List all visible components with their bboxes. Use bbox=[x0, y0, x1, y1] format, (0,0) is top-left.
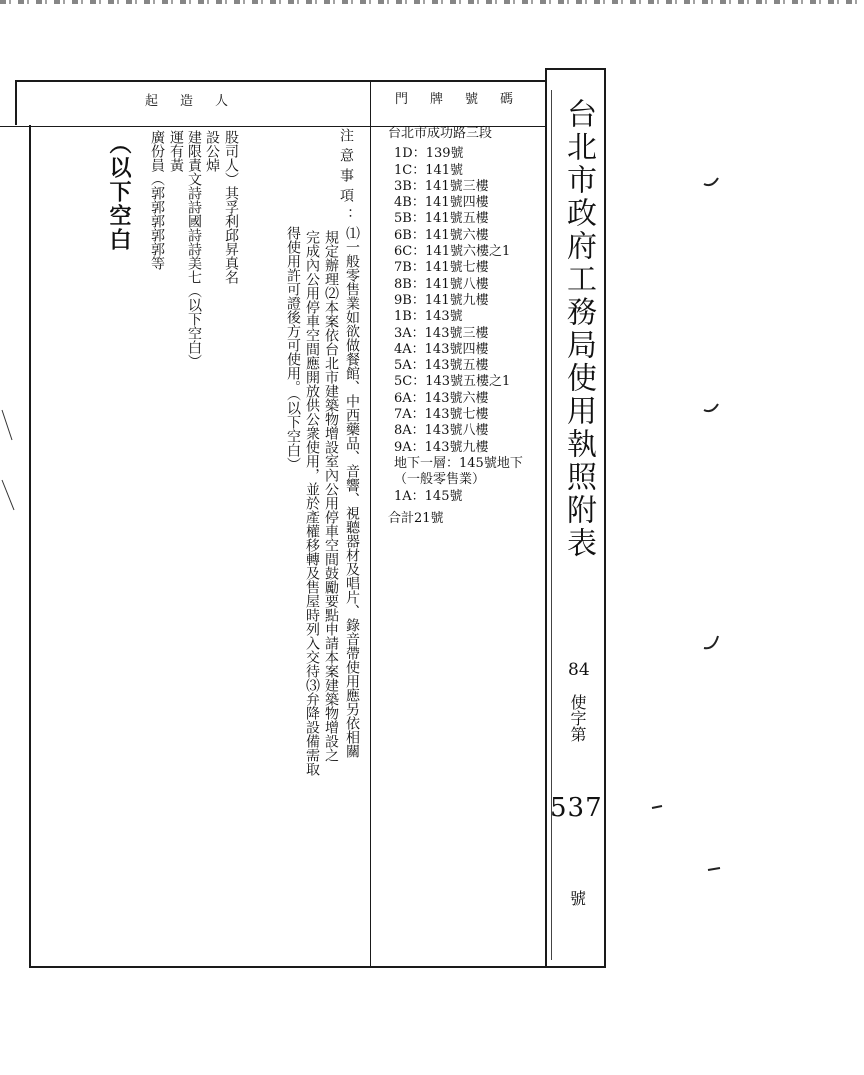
doorplate-entry: 7A：143號七樓 bbox=[394, 407, 489, 423]
frame-left-line bbox=[15, 80, 17, 125]
frame-top-line bbox=[15, 80, 545, 82]
scan-mark bbox=[704, 404, 718, 411]
serial-code: 使字第 bbox=[568, 694, 587, 742]
frame-left-line-lower bbox=[29, 125, 31, 968]
scan-mark bbox=[2, 480, 14, 510]
notes-label: 注意事項： bbox=[338, 128, 354, 228]
doorplate-entry: 地下一層：145號地下 bbox=[394, 455, 523, 471]
doorplate-entry: 9B：141號九樓 bbox=[394, 292, 489, 308]
doorplate-entry: 4B：141號四樓 bbox=[394, 195, 489, 211]
notes-column-1: ⑴一般零售業如欲做餐館、中西藥品、音響、視聽器材及唱片、錄音帶使用應另依相關 bbox=[344, 226, 360, 758]
builder-line-1: 股司人）其孚利邱昇真名 bbox=[223, 130, 239, 284]
builder-line-4: 運有黃 bbox=[168, 130, 184, 172]
document-title: 台北市政府工務局使用執照附表 bbox=[561, 98, 596, 560]
scan-mark bbox=[704, 636, 718, 648]
doorplate-total: 合計21號 bbox=[388, 510, 444, 526]
scan-mark bbox=[708, 868, 720, 870]
scan-mark bbox=[652, 806, 662, 808]
frame-top-line-title bbox=[545, 68, 605, 70]
doorplate-street: 台北市成功路三段 bbox=[388, 126, 493, 141]
doorplate-entry: 7B：141號七樓 bbox=[394, 260, 489, 276]
header-builder: 起造人 bbox=[145, 94, 251, 109]
notes-column-4: 得使用許可證後方可使用。（以下空白） bbox=[285, 226, 301, 471]
doorplate-list bbox=[388, 126, 548, 527]
doorplate-entry: 3B：141號三樓 bbox=[394, 178, 489, 194]
doorplate-entry: 6B：141號六樓 bbox=[394, 227, 489, 243]
doorplate-entry: 1B：143號 bbox=[394, 309, 463, 325]
scan-mark bbox=[704, 178, 718, 185]
serial-number: 537 bbox=[550, 793, 603, 823]
serial-suffix: 號 bbox=[570, 889, 587, 908]
doorplate-entry: （一般零售業） bbox=[394, 472, 486, 488]
doorplate-entry: 3A：143號三樓 bbox=[394, 325, 489, 341]
frame-bottom-line bbox=[29, 966, 606, 968]
doorplate-entry: 1D：139號 bbox=[394, 146, 464, 162]
title-inner-line bbox=[551, 90, 552, 960]
doorplate-entry: 6A：143號六樓 bbox=[394, 390, 489, 406]
remainder-blank: （以下空白 bbox=[106, 132, 132, 252]
title-column-right bbox=[604, 68, 606, 968]
builder-line-3: 建限責文詩詩國詩詩美七（以下空白） bbox=[186, 130, 202, 368]
doorplate-entry: 1A：145號 bbox=[394, 488, 463, 504]
doorplate-entry: 5B：141號五樓 bbox=[394, 211, 489, 227]
doorplate-entry: 8B：141號八樓 bbox=[394, 276, 489, 292]
doorplate-entry: 5A：143號五樓 bbox=[394, 358, 489, 374]
builder-line-2: 設公焯 bbox=[204, 130, 220, 172]
doorplate-entry: 9A：143號九樓 bbox=[394, 439, 489, 455]
scan-mark bbox=[2, 410, 12, 440]
scan-marks-left bbox=[0, 400, 30, 540]
doorplate-entry: 6C：141號六樓之1 bbox=[394, 244, 511, 260]
doorplate-entry: 8A：143號八樓 bbox=[394, 423, 489, 439]
doorplate-entries bbox=[388, 146, 548, 505]
builder-line-5: 廣份員（郭郭郭郭郭等 bbox=[149, 130, 165, 270]
column-divider bbox=[370, 81, 371, 968]
notes-column-2: 規定辦理⑵本案依台北市建築物增設室內公用停車空間鼓勵要點申請本案建築物增設之 bbox=[323, 230, 339, 762]
header-doorplate: 門牌號碼 bbox=[395, 92, 536, 107]
doorplate-entry: 1C：141號 bbox=[394, 162, 464, 178]
scan-marks bbox=[640, 170, 730, 890]
doorplate-entry: 4A：143號四樓 bbox=[394, 341, 489, 357]
serial-year: 84 bbox=[568, 660, 590, 680]
notes-column-3: 完成內公用停車空間應開放供公衆使用，並於產權移轉及售屋時列入交待⑶弁降設備需取 bbox=[304, 230, 320, 776]
doorplate-entry: 5C：143號五樓之1 bbox=[394, 374, 511, 390]
